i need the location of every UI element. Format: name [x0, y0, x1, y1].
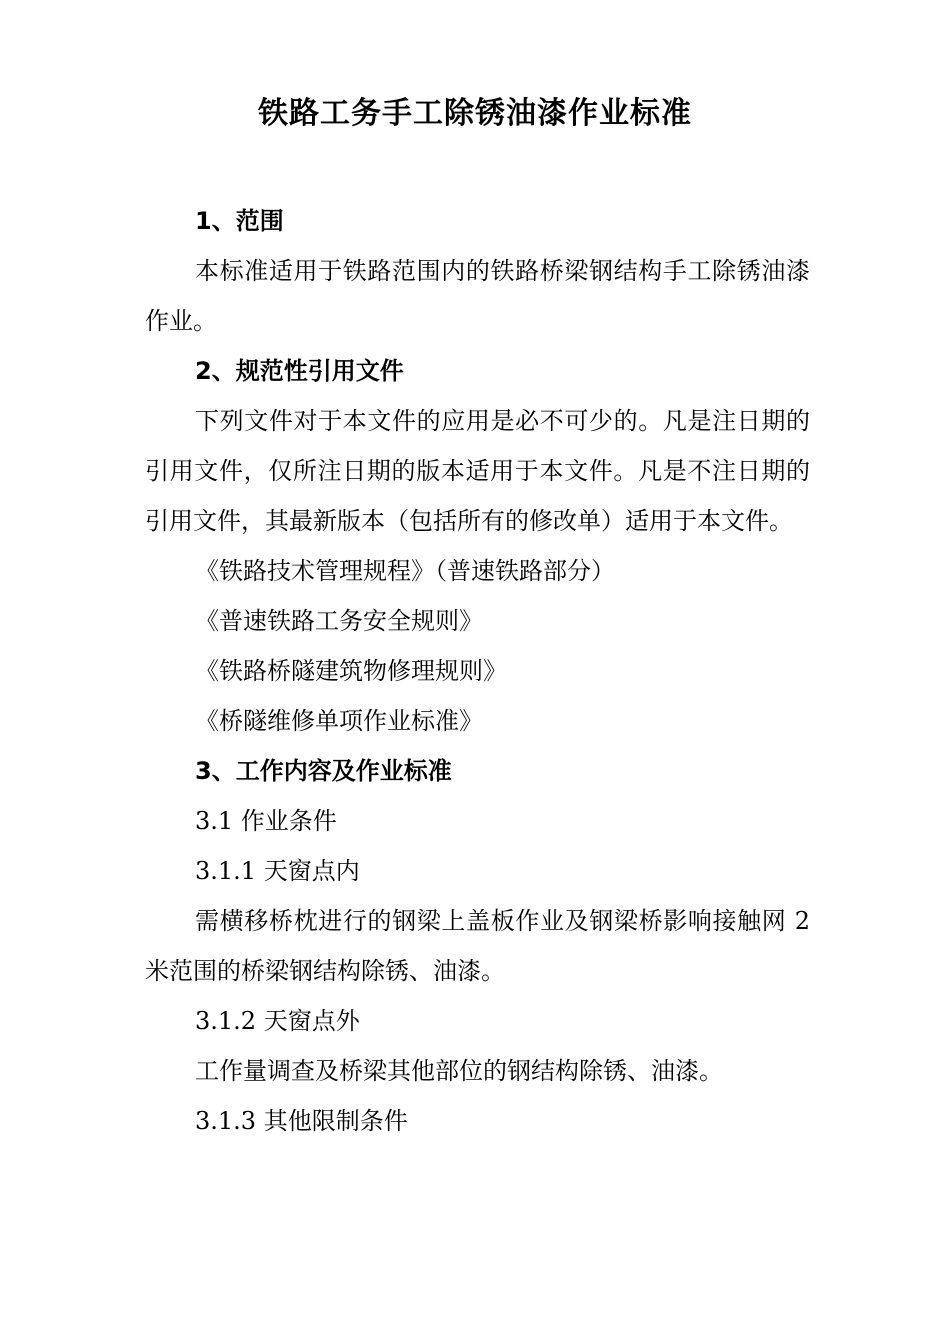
subsection-heading: 3.1.3 其他限制条件 [195, 1107, 408, 1135]
paragraph-references: 下列文件对于本文件的应用是必不可少的。凡是注日期的引用文件，仅所注日期的版本适用于本文件。凡是不注日期的引用文件，其最新版本（包括所有的修改单）适用于本文件。 [145, 407, 810, 535]
reference-item: 《普速铁路工务安全规则》 [195, 607, 483, 635]
section-heading-references: 2、规范性引用文件 [195, 357, 404, 385]
paragraph-window-outside: 工作量调查及桥梁其他部位的钢结构除锈、油漆。 [195, 1057, 723, 1085]
reference-item: 《桥隧维修单项作业标准》 [195, 707, 483, 735]
document-title: 铁路工务手工除锈油漆作业标准 [258, 96, 692, 131]
subsection-heading: 3.1 作业条件 [195, 807, 337, 835]
section-heading-work-content: 3、工作内容及作业标准 [195, 757, 452, 785]
paragraph-scope: 本标准适用于铁路范围内的铁路桥梁钢结构手工除锈油漆作业。 [145, 257, 810, 335]
document-body [145, 196, 810, 1146]
subsection-heading: 3.1.2 天窗点外 [195, 1007, 360, 1035]
section-heading-scope: 1、范围 [195, 207, 284, 235]
reference-item: 《铁路技术管理规程》（普速铁路部分） [195, 557, 615, 585]
paragraph-window-inside: 需横移桥枕进行的钢梁上盖板作业及钢梁桥影响接触网 2 米范围的桥梁钢结构除锈、油漆。 [145, 907, 810, 985]
subsection-heading: 3.1.1 天窗点内 [195, 857, 360, 885]
reference-item: 《铁路桥隧建筑物修理规则》 [195, 657, 507, 685]
